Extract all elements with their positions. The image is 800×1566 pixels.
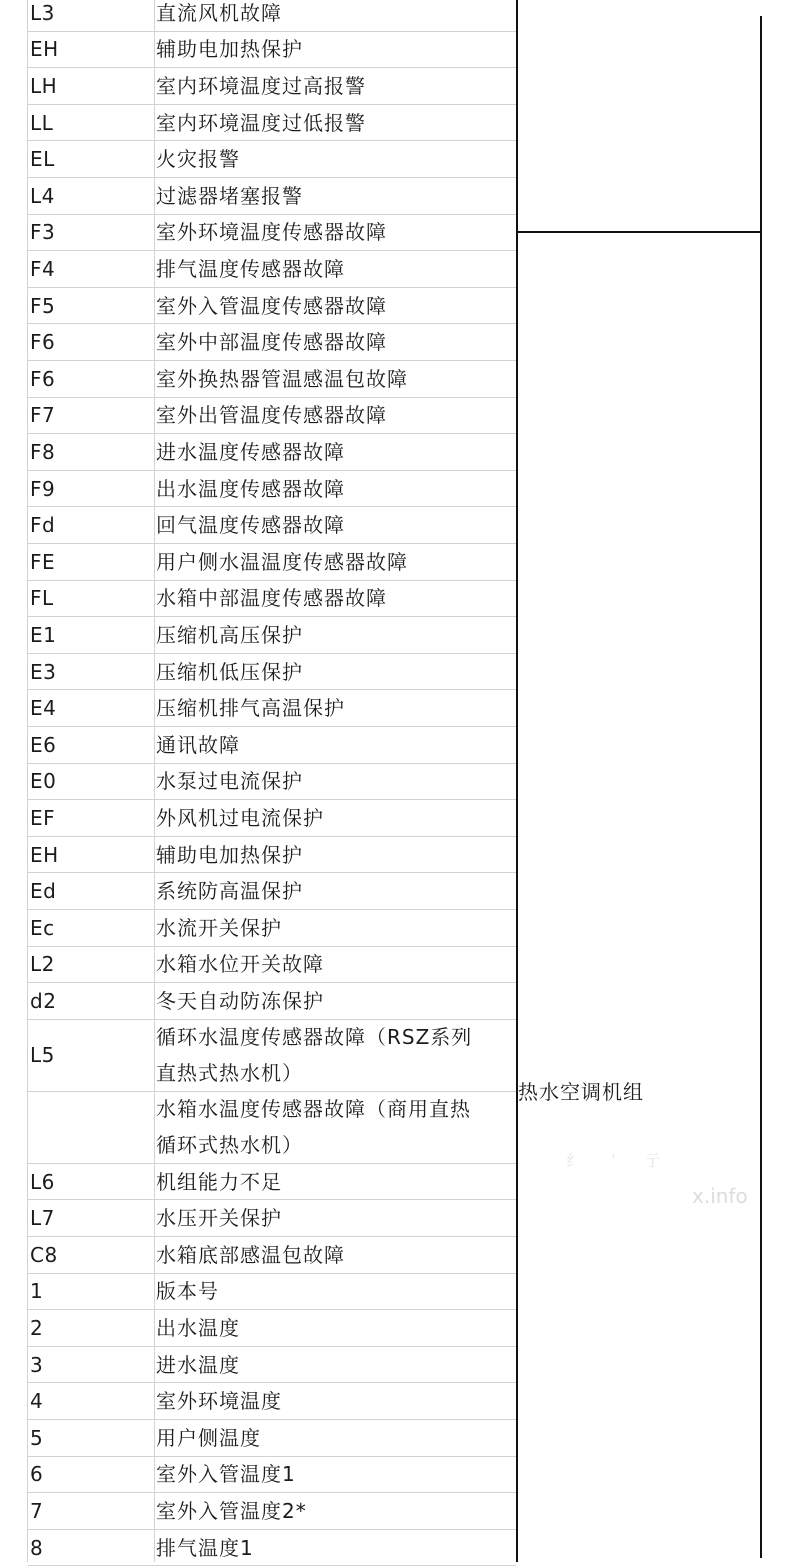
table-row <box>28 178 516 215</box>
fault-description-cell: 室外换热器管温感温包故障 <box>156 366 408 391</box>
fault-description-cell: 水流开关保护 <box>156 915 282 940</box>
table-row <box>28 873 516 910</box>
table-row <box>28 288 516 325</box>
fault-description-cell: 排气温度1 <box>156 1535 254 1560</box>
table-row <box>28 1164 516 1201</box>
table-row <box>28 1347 516 1384</box>
fault-description-cell: 室内环境温度过高报警 <box>156 73 366 98</box>
fault-code-cell: F5 <box>30 293 56 318</box>
fault-code-cell: EL <box>30 147 55 172</box>
fault-code-cell: C8 <box>30 1242 58 1267</box>
fault-description-cell: 外风机过电流保护 <box>156 805 324 830</box>
fault-code-cell: d2 <box>30 988 57 1013</box>
table-row <box>28 1274 516 1311</box>
table-row <box>28 910 516 947</box>
table-row <box>28 507 516 544</box>
fault-description-cell: 水箱底部感温包故障 <box>156 1242 345 1267</box>
table-row <box>28 141 516 178</box>
table-row <box>28 983 516 1020</box>
fault-code-cell: L7 <box>30 1206 55 1231</box>
fault-description-cell: 机组能力不足 <box>156 1169 282 1194</box>
table-row <box>28 1092 516 1164</box>
table-row <box>28 1493 516 1530</box>
fault-code-cell: E4 <box>30 696 57 721</box>
fault-description-cell: 室外出管温度传感器故障 <box>156 403 387 428</box>
table-row <box>28 800 516 837</box>
table-row <box>28 544 516 581</box>
fault-description-cell: 室外入管温度传感器故障 <box>156 293 387 318</box>
table-left-border <box>27 0 28 1562</box>
fault-code-cell: 3 <box>30 1352 44 1377</box>
fault-code-cell: Fd <box>30 513 56 538</box>
fault-code-cell: E0 <box>30 769 57 794</box>
fault-code-cell: EH <box>30 37 59 62</box>
fault-code-cell: L2 <box>30 952 55 977</box>
fault-code-cell: 2 <box>30 1315 44 1340</box>
fault-code-cell: 4 <box>30 1389 44 1414</box>
fault-code-cell: F6 <box>30 330 56 355</box>
fault-description-cell: 排气温度传感器故障 <box>156 256 345 281</box>
fault-description-cell: 出水温度 <box>156 1315 240 1340</box>
fault-description-cell: 水箱水温度传感器故障（商用直热 循环式热水机） <box>156 1097 471 1158</box>
fault-description-cell: 系统防高温保护 <box>156 879 303 904</box>
fault-code-cell: EF <box>30 805 56 830</box>
fault-code-cell: F7 <box>30 403 56 428</box>
fault-code-cell: 5 <box>30 1425 44 1450</box>
watermark-text: x.info <box>692 1184 748 1208</box>
table-row <box>28 1310 516 1347</box>
fault-description-cell: 过滤器堵塞报警 <box>156 183 303 208</box>
fault-code-cell: L5 <box>30 1043 55 1068</box>
fault-code-cell: LL <box>30 110 54 135</box>
table-row <box>28 690 516 727</box>
fault-code-cell: F8 <box>30 439 56 464</box>
fault-description-cell: 出水温度传感器故障 <box>156 476 345 501</box>
category-label: 热水空调机组 <box>518 1080 644 1104</box>
table-row <box>28 1383 516 1420</box>
fault-description-cell: 进水温度传感器故障 <box>156 439 345 464</box>
fault-code-cell: F9 <box>30 476 56 501</box>
fault-description-cell: 火灾报警 <box>156 147 240 172</box>
fault-code-cell: Ec <box>30 915 55 940</box>
fault-description-cell: 通讯故障 <box>156 732 240 757</box>
category-column-right-border <box>760 16 762 1558</box>
column-divider <box>154 0 155 1562</box>
table-row <box>28 581 516 618</box>
table-row <box>28 1420 516 1457</box>
table-row <box>28 324 516 361</box>
table-row <box>28 68 516 105</box>
fault-code-cell: L4 <box>30 183 55 208</box>
table-row <box>28 1237 516 1274</box>
fault-description-cell: 压缩机高压保护 <box>156 622 303 647</box>
fault-description-cell: 回气温度传感器故障 <box>156 513 345 538</box>
fault-code-cell: LH <box>30 73 58 98</box>
fault-code-cell: 7 <box>30 1498 44 1523</box>
table-row <box>28 837 516 874</box>
fault-code-cell: E6 <box>30 732 57 757</box>
fault-code-cell: 1 <box>30 1279 44 1304</box>
fault-code-cell: 6 <box>30 1462 44 1487</box>
table-row <box>28 1530 516 1566</box>
fault-code-cell: 8 <box>30 1535 44 1560</box>
fault-description-cell: 压缩机低压保护 <box>156 659 303 684</box>
fault-description-cell: 压缩机排气高温保护 <box>156 696 345 721</box>
fault-description-cell: 室外环境温度 <box>156 1389 282 1414</box>
fault-description-cell: 室内环境温度过低报警 <box>156 110 366 135</box>
category-group-divider <box>516 231 762 233</box>
table-row <box>28 654 516 691</box>
table-row <box>28 764 516 801</box>
fault-code-cell: FL <box>30 586 54 611</box>
fault-description-cell: 循环水温度传感器故障（RSZ系列 直热式热水机） <box>156 1025 473 1086</box>
fault-code-cell: Ed <box>30 879 57 904</box>
fault-description-cell: 用户侧水温温度传感器故障 <box>156 549 408 574</box>
fault-description-cell: 冬天自动防冻保护 <box>156 988 324 1013</box>
fault-code-cell: F4 <box>30 256 56 281</box>
table-row <box>28 1200 516 1237</box>
fault-description-cell: 室外入管温度2* <box>156 1498 307 1523</box>
table-row <box>28 361 516 398</box>
fault-description-cell: 水压开关保护 <box>156 1206 282 1231</box>
table-row <box>28 398 516 435</box>
table-row <box>28 0 516 32</box>
fault-description-cell: 辅助电加热保护 <box>156 842 303 867</box>
fault-description-cell: 室外环境温度传感器故障 <box>156 220 387 245</box>
fault-code-cell: F6 <box>30 366 56 391</box>
fault-description-cell: 辅助电加热保护 <box>156 37 303 62</box>
table-row <box>28 215 516 252</box>
fault-code-cell: EH <box>30 842 59 867</box>
fault-description-cell: 室外入管温度1 <box>156 1462 296 1487</box>
fault-description-cell: 进水温度 <box>156 1352 240 1377</box>
table-row <box>28 1457 516 1494</box>
table-row <box>28 434 516 471</box>
fault-description-cell: 水泵过电流保护 <box>156 769 303 794</box>
table-row <box>28 947 516 984</box>
table-row <box>28 727 516 764</box>
fault-code-cell: F3 <box>30 220 56 245</box>
fault-code-cell: E1 <box>30 622 57 647</box>
category-column-left-border <box>516 0 518 1562</box>
fault-code-cell: E3 <box>30 659 57 684</box>
fault-description-cell: 直流风机故障 <box>156 0 282 25</box>
table-row <box>28 32 516 69</box>
fault-code-cell: L3 <box>30 0 55 25</box>
fault-description-cell: 水箱水位开关故障 <box>156 952 324 977</box>
fault-code-cell: FE <box>30 549 56 574</box>
table-row <box>28 471 516 508</box>
fault-description-cell: 用户侧温度 <box>156 1425 261 1450</box>
fault-description-cell: 版本号 <box>156 1279 219 1304</box>
fault-code-cell: L6 <box>30 1169 55 1194</box>
fault-description-cell: 室外中部温度传感器故障 <box>156 330 387 355</box>
table-row <box>28 617 516 654</box>
table-row <box>28 1020 516 1092</box>
table-row <box>28 105 516 142</box>
fault-description-cell: 水箱中部温度传感器故障 <box>156 586 387 611</box>
table-row <box>28 251 516 288</box>
watermark-glyphs: 纟 ˈ 亍 <box>566 1151 673 1170</box>
